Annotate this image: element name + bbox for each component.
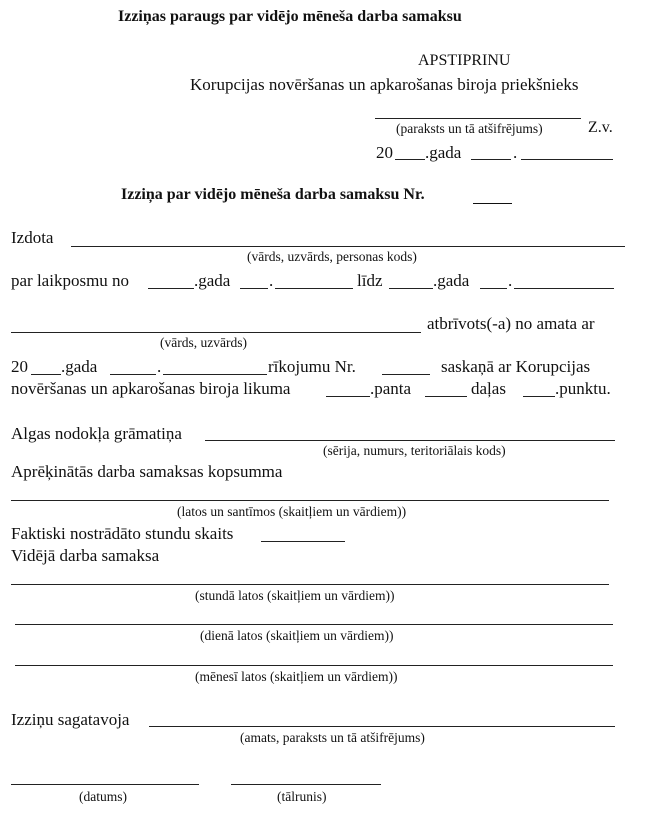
tax-book-label: Algas nodokļa grāmatiņa xyxy=(11,424,182,443)
prepared-by-field xyxy=(149,726,615,727)
dismissal-text: atbrīvots(-a) no amata ar xyxy=(427,314,595,333)
approval-year-word: .gada xyxy=(425,143,462,162)
period-year-word-1: .gada xyxy=(194,271,231,290)
law-paragraph-field xyxy=(425,396,467,397)
seal-label: Z.v. xyxy=(588,119,613,136)
per-month-field xyxy=(15,665,613,666)
order-number-label: rīkojumu Nr. xyxy=(268,357,356,376)
per-month-caption: (mēnesī latos (skaitļiem un vārdiem)) xyxy=(195,669,398,684)
order-according-text: saskaņā ar Korupcijas xyxy=(441,357,591,376)
order-year-word: .gada xyxy=(61,357,98,376)
dismissed-name-field xyxy=(11,332,421,333)
document-page: Izziņas paraugs par vidējo mēneša darba samaksu APSTIPRINU Korupcijas novēršanas un apkarošanas biroja priekšnieks (paraksts un tā atšifrējums) Z.v. 20 .gada . Izziņa par vidējo mēneša darba samaksu Nr. Izdota (vārds, uzvārds, personas kods) par laikposmu no .gada . līdz .gada . atbrīvots(-a) no amata ar (vārds, uzvārds) 20 .gada . rīkojumu Nr. saskaņā ar Korupcijas novēršanas un apkarošanas biroja likuma .panta daļas .punktu. Algas nodokļa grāmatiņa (sērija, numurs, teritoriālais kods) Aprēķinātās darba samaksas kopsumma (latos un santīmos (skaitļiem un vārdiem)) Faktiski nostrādāto stundu skaits Vidējā darba samaksa (stundā latos (skaitļiem un vārdiem)) (dienā latos (skaitļiem un vārdiem)) (mēnesī latos (skaitļiem un vārdiem)) Izziņu sagatavoja (amats, paraksts un tā atšifrējums) (datums) (tālrunis) xyxy=(0,0,645,835)
order-year-prefix: 20 xyxy=(11,357,28,376)
tax-book-field xyxy=(205,440,615,441)
period-from-year-field xyxy=(148,288,194,289)
signature-line xyxy=(375,118,581,119)
article-label: .panta xyxy=(370,379,412,398)
hours-field xyxy=(261,541,345,542)
hours-label: Faktiski nostrādāto stundu skaits xyxy=(11,524,234,543)
period-until-year-field xyxy=(389,288,433,289)
period-until-month-field xyxy=(514,288,614,289)
per-day-caption: (dienā latos (skaitļiem un vārdiem)) xyxy=(200,628,394,643)
period-until-label: līdz xyxy=(357,271,383,290)
dismissal-caption: (vārds, uzvārds) xyxy=(160,335,247,350)
certificate-number-field xyxy=(473,203,512,204)
sample-title: Izziņas paraugs par vidējo mēneša darba samaksu xyxy=(118,8,462,25)
approval-year-field xyxy=(395,159,425,160)
order-year-field xyxy=(31,374,61,375)
average-pay-label: Vidējā darba samaksa xyxy=(11,546,160,565)
order-month-field xyxy=(163,374,267,375)
period-until-day-field xyxy=(480,288,507,289)
issued-name-field xyxy=(71,246,625,247)
phone-caption: (tālrunis) xyxy=(277,789,327,804)
law-point-field xyxy=(523,396,555,397)
prepared-by-caption: (amats, paraksts un tā atšifrējums) xyxy=(240,730,425,745)
signature-caption: (paraksts un tā atšifrējums) xyxy=(396,121,543,136)
total-label: Aprēķinātās darba samaksas kopsumma xyxy=(11,462,283,481)
paragraph-label: daļas xyxy=(471,379,506,398)
period-from-day-field xyxy=(240,288,268,289)
per-day-field xyxy=(15,624,613,625)
order-number-field xyxy=(382,374,430,375)
date-caption: (datums) xyxy=(79,789,127,804)
total-field xyxy=(11,500,609,501)
order-day-field xyxy=(110,374,156,375)
phone-field xyxy=(231,784,381,785)
approval-month-field xyxy=(521,159,613,160)
point-label: .punktu. xyxy=(555,379,611,398)
law-article-field xyxy=(326,396,370,397)
period-from-label: par laikposmu no xyxy=(11,271,130,290)
tax-book-caption: (sērija, numurs, teritoriālais kods) xyxy=(323,443,506,458)
issued-caption: (vārds, uzvārds, personas kods) xyxy=(247,249,417,264)
approval-day-field xyxy=(471,159,511,160)
issued-label: Izdota xyxy=(11,228,54,247)
approver-position: Korupcijas novēršanas un apkarošanas biroja priekšnieks xyxy=(190,75,579,94)
prepared-by-label: Izziņu sagatavoja xyxy=(11,710,130,729)
period-year-word-2: .gada xyxy=(433,271,470,290)
per-hour-caption: (stundā latos (skaitļiem un vārdiem)) xyxy=(195,588,395,603)
approve-label: APSTIPRINU xyxy=(418,52,511,69)
total-caption: (latos un santīmos (skaitļiem un vārdiem)) xyxy=(177,504,407,519)
certificate-title: Izziņa par vidējo mēneša darba samaksu Nr. xyxy=(121,186,425,203)
period-from-month-field xyxy=(275,288,353,289)
order-law-text: novēršanas un apkarošanas biroja likuma xyxy=(11,379,291,398)
date-field xyxy=(11,784,199,785)
per-hour-field xyxy=(11,584,609,585)
approval-year-prefix: 20 xyxy=(376,143,393,162)
